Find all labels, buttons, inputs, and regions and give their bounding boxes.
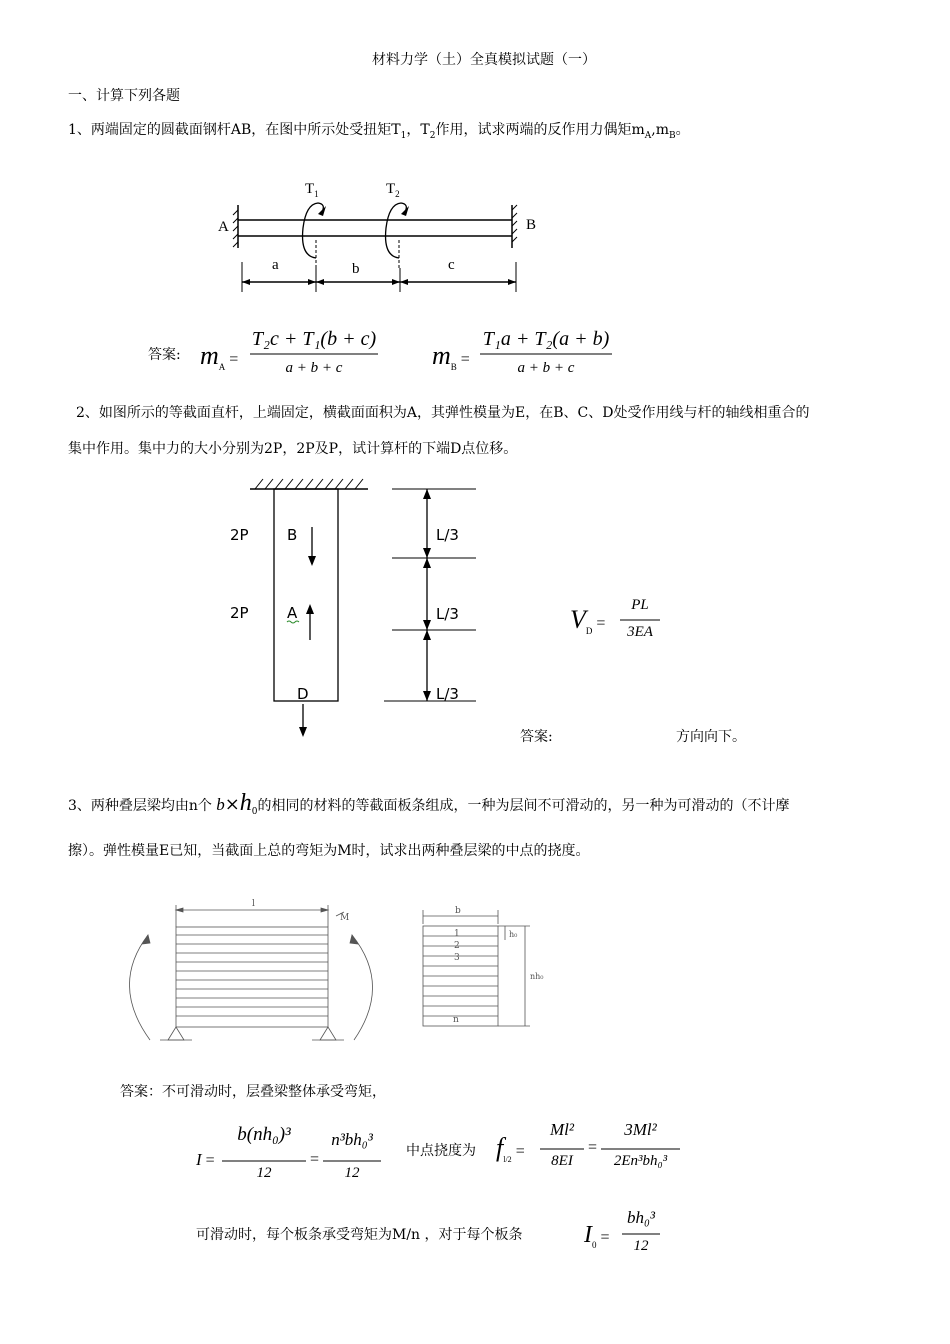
fig3-label-1: 1: [454, 929, 460, 939]
fig1-label-T2: $T_2$: [386, 181, 400, 199]
fig2-label-D: D: [297, 685, 309, 703]
section-heading: 一、计算下列各题: [68, 88, 180, 104]
q3-I0-denominator: 12: [633, 1238, 649, 1254]
q3-I-mid-numerator: n³bh₀³: [331, 1130, 373, 1149]
q3-f-numerator-2: 3Ml²: [624, 1120, 657, 1139]
q1-formula-mA: $m_A$ =: [200, 341, 239, 373]
q3-statement-line1: 3、两种叠层梁均由n个 $b\times h_0$的相同的材料的等截面板条组成，一种为层间不可滑动的，另一种为可滑动的（不计摩: [68, 790, 790, 817]
q1-answer-label: 答案:: [148, 347, 181, 363]
q3-I-numerator: b(nh₀)³: [237, 1124, 291, 1145]
fig1-label-T1: $T_1$: [305, 181, 319, 199]
fig3-label-b: b: [455, 906, 461, 916]
q3-f-denominator-1: 8EI: [551, 1153, 573, 1169]
fig3-label-nh0: nh₀: [530, 972, 544, 981]
q3-formula-I: I =: [196, 1150, 215, 1169]
fig3-label-M: M: [340, 913, 350, 923]
fig3-label-2: 2: [454, 941, 460, 951]
fig1-label-a: a: [272, 257, 279, 273]
q3-f-denominator-2: 2En³bh₀³: [613, 1153, 668, 1169]
fig2-label-L3: L/3: [436, 685, 459, 703]
q2-answer-direction: 方向向下。: [676, 729, 746, 745]
q3-statement-line2: 擦）。弹性模量E已知，当截面上总的弯矩为M时，试求出两种叠层梁的中点的挠度。: [68, 843, 590, 859]
q3-I-denominator: 12: [256, 1165, 272, 1181]
q3-slide-text: 可滑动时，每个板条承受弯矩为M/n ，对于每个板条: [196, 1227, 523, 1243]
q3-midpoint-label: 中点挠度为: [406, 1143, 476, 1159]
q1-mA-numerator: T₂c + T₁(b + c): [251, 328, 377, 350]
fig2-label-A: A: [287, 604, 298, 622]
fig2-label-L2: L/3: [436, 605, 459, 623]
fig2-label-B: B: [287, 526, 298, 544]
q1-formula-mB: $m_B$ =: [432, 341, 470, 373]
q1-mA-denominator: a + b + c: [285, 360, 343, 376]
fig3-label-n: n: [453, 1015, 459, 1025]
q1-mB-denominator: a + b + c: [517, 360, 575, 376]
q3-answer-text: 答案：不可滑动时，层叠梁整体承受弯矩，: [120, 1084, 386, 1100]
fig1-label-b: b: [352, 261, 360, 277]
q2-answer-label: 答案:: [520, 729, 553, 745]
fig2-label-2P-mid: 2P: [230, 604, 249, 622]
fig1-label-c: c: [448, 257, 455, 273]
q1-mB-numerator: T₁a + T₂(a + b): [482, 328, 610, 350]
q1-statement: 1、两端固定的圆截面钢杆AB，在图中所示处受扭矩$T_1$，$T_2$作用，试求两端的反作用力偶矩$m_A,m_B$。: [68, 122, 690, 141]
page-title: 材料力学（土）全真模拟试题（一）: [372, 52, 596, 68]
fig1-label-A: A: [218, 219, 229, 235]
fig3-label-l: l: [252, 899, 255, 909]
q3-formula-I0: $I_0$ =: [584, 1222, 610, 1250]
q3-equals-1: =: [310, 1151, 320, 1168]
q2-statement-line2: 集中作用。集中力的大小分别为2P，2P及P，试计算杆的下端D点位移。: [68, 441, 518, 457]
fig3-label-3: 3: [454, 953, 460, 963]
fig3-label-h0: h₀: [509, 930, 518, 939]
q3-I-mid-denominator: 12: [344, 1165, 360, 1181]
q3-equals-2: =: [588, 1139, 598, 1156]
q2-numerator: PL: [631, 597, 649, 613]
fig2-label-2P-top: 2P: [230, 526, 249, 544]
q3-formula-f: $f_{l/2}$ =: [496, 1133, 525, 1165]
q2-formula-V: $V_D$ =: [570, 605, 606, 637]
q2-statement-line1: 2、如图所示的等截面直杆，上端固定，横截面面积为A，其弹性模量为E，在B、C、D处受作用线与杆的轴线相重合的: [76, 405, 810, 421]
q3-f-numerator-1: Ml²: [550, 1120, 574, 1139]
fig2-label-L1: L/3: [436, 526, 459, 544]
q2-denominator: 3EA: [627, 624, 653, 640]
fig1-label-B: B: [526, 217, 537, 233]
q3-I0-numerator: bh₀³: [626, 1208, 655, 1227]
